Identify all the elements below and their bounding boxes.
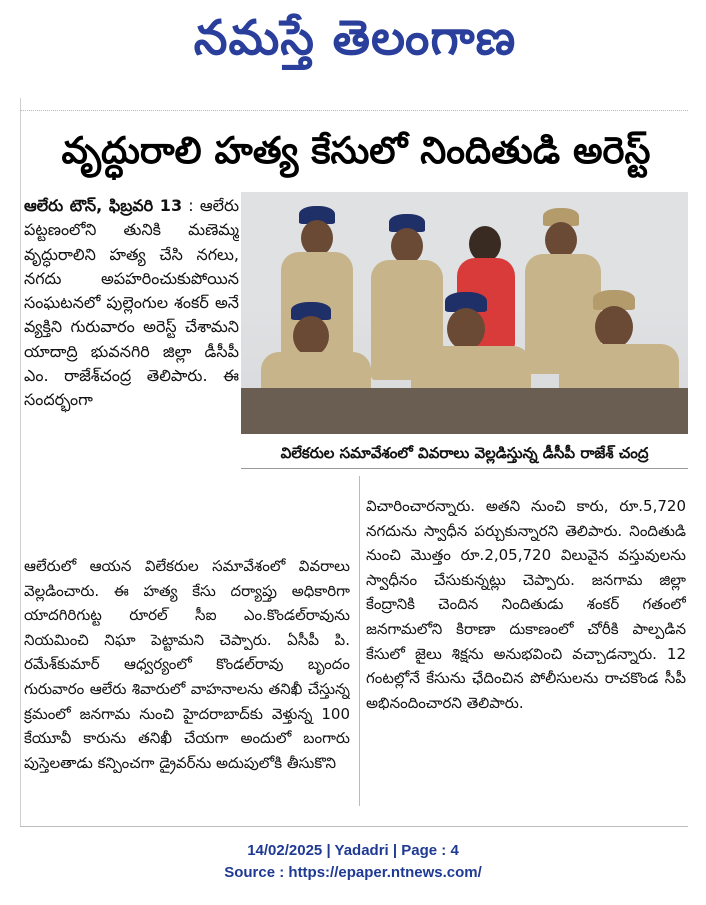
photo-table [241, 388, 688, 434]
footer-source-link[interactable]: Source : https://epaper.ntnews.com/ [224, 864, 482, 881]
article-text-left: : ఆలేరు పట్టణంలోని తునికి మణెమ్మ వృద్ధురాలిని హత్య చేసి నగలు, నగదు అపహరించుకుపోయిన సంఘటనలో పుల్లెంగుల శంకర్‌ అనే వ్యక్తిని గురువారం అరెస్ట్‌ చేశామని యాదాద్రి భువనగిరి జిల్లా డీసీపీ ఎం. రాజేశ్‌చంద్ర తెలిపారు. ఈ సందర్భంగా [24, 196, 239, 410]
column-divider [359, 476, 360, 806]
clipping-top-edge [20, 98, 688, 111]
footer-edition-line: 14/02/2025 | Yadadri | Page : 4 [247, 842, 459, 859]
clipping-bottom-border [20, 826, 688, 827]
photo-caption: విలేకరుల సమావేశంలో వివరాలు వెల్లడిస్తున్న డీసీపీ రాజేశ్‌ చంద్ర [241, 438, 688, 469]
article-column-bottom-left: ఆలేరులో ఆయన విలేకరుల సమావేశంలో వివరాలు వెల్లడించారు. ఈ హత్య కేసు దర్యాప్తు అధికారిగా యాదగిరిగుట్ట రూరల్‌ సీఐ ఎం.కొండల్‌రావును నియమించి నిఘా పెట్టామని చెప్పారు. ఏసీపీ పి. రమేశ్‌కుమార్‌ ఆధ్వర్యంలో కొండల్‌రావు బృందం గురువారం ఆలేరు శివారులో వాహనాలను తనిఖీ చేస్తున్న క్రమంలో జనగామ నుంచి హైదరాబాద్‌కు వెళ్తున్న 100 కేయూవీ కారును తనిఖీ చేయగా అందులో బంగారు పుస్తెలతాడు కన్పించగా డ్రైవర్‌ను అదుపులోకి తీసుకొని [24, 557, 350, 772]
next-article-cutoff [20, 808, 688, 828]
source-footer [0, 840, 706, 884]
article-column-right: విచారించారన్నారు. అతని నుంచి కారు, రూ.5,720 నగదును స్వాధీన పర్చుకున్నారని తెలిపారు. నిందితుడి నుంచి మొత్తం రూ.2,05,720 విలువైన వస్తువులను స్వాధీనం చేసుకున్నట్లు చెప్పారు. జనగామ జిల్లా కేంద్రానికి చెందిన నిందితుడు శంకర్‌ గతంలో జనగామలోని కిరాణా దుకాణంలో చోరీకి పాల్పడిన కేసులో జైలు శిక్షను అనుభవించి వచ్చాడన్నారు. 12 గంటల్లోనే కేసును ఛేదించిన పోలీసులను రాచకొండ సీపీ అభినందించారని తెలిపారు. [366, 497, 686, 712]
article-column-left [24, 194, 239, 554]
press-meet-photo [241, 192, 688, 434]
news-clipping [20, 98, 688, 828]
article-headline: వృద్ధురాలి హత్య కేసులో నిందితుడి అరెస్ట్ [61, 129, 651, 172]
article-dateline: ఆలేరు టౌన్‌, ఫిబ్రవరి 13 [24, 196, 183, 215]
newspaper-masthead: నమస్తే తెలంగాణ [193, 10, 517, 66]
